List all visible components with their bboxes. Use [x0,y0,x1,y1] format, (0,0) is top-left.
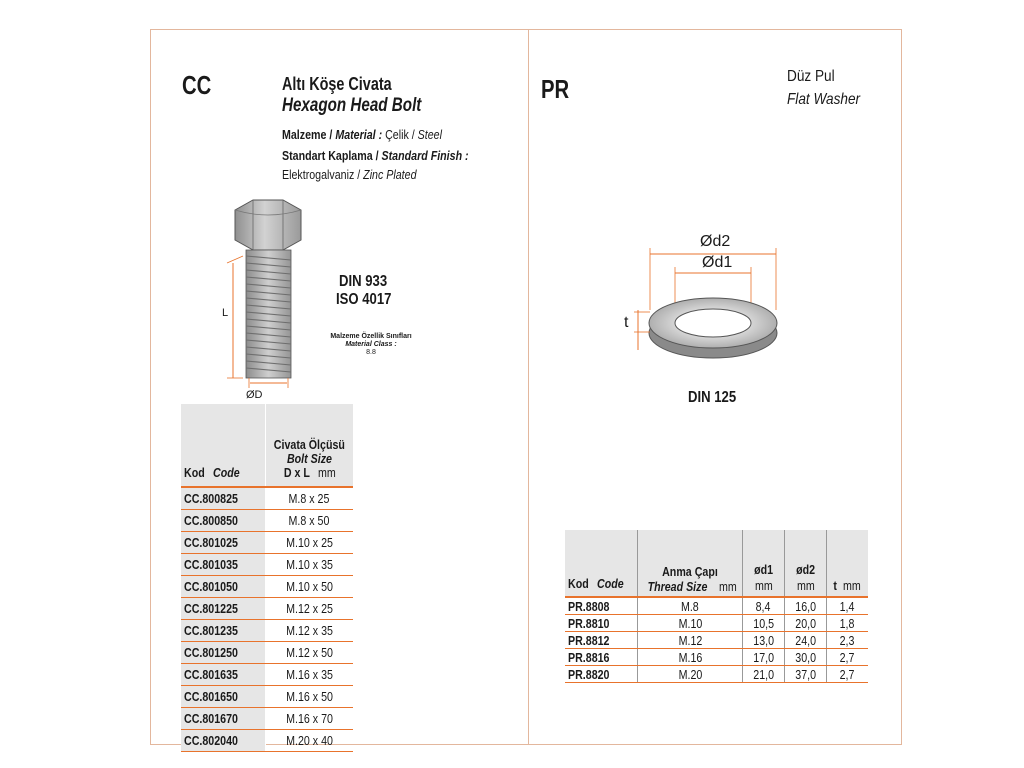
table-row [181,510,353,532]
cell-text: CC.801635 [184,667,238,682]
table-row [565,615,868,632]
washer-col-d1-unit: mm [754,578,773,593]
material-value-tr: Çelik / [382,127,418,142]
bolt-code-cell [181,730,266,752]
washer-col-t-unit: mm [842,578,861,593]
bolt-size-cell [266,620,353,642]
cell-text: M.10 x 50 [285,579,333,594]
bolt-size-cell [266,686,353,708]
material-class-label-tr: Malzeme Özellik Sınıfları [330,333,412,340]
cell-text: M.10 x 25 [285,535,333,550]
standard-din-125: DIN 125 [688,389,737,406]
bolt-col-code-tr: Kod [184,465,205,480]
finish-label-tr: Standart Kaplama / [282,148,382,163]
cell-text: M.20 [678,666,702,682]
cell-text: CC.801650 [184,689,238,704]
washer-t-cell [827,666,869,683]
cell-text: 13,0 [753,632,774,648]
bolt-col-code [181,404,266,487]
table-row [181,598,353,620]
page-divider [528,29,529,745]
washer-size-cell [638,597,743,615]
cell-text: 2,7 [840,666,855,682]
cell-text: M.20 x 40 [285,733,333,748]
washer-col-d2 [785,530,827,597]
bolt-code-cell [181,576,266,598]
table-row [181,620,353,642]
material-line [282,127,442,142]
finish-value-tr: Elektrogalvaniz / [282,167,364,182]
cell-text: 24,0 [795,632,816,648]
washer-col-code [565,530,638,597]
material-value-en: Steel [417,127,442,142]
dimension-D-label: ØD [246,389,263,401]
cell-text: 16,0 [795,598,816,614]
cell-text: CC.801050 [184,579,238,594]
bolt-size-table [181,404,353,752]
bolt-col-code-en: Code [212,465,240,480]
bolt-size-cell [266,598,353,620]
table-row [181,642,353,664]
cell-text: 17,0 [753,649,774,665]
cell-text: PR.8816 [568,649,610,665]
cell-text: M.16 [678,649,702,665]
finish-label-en: Standard Finish : [381,148,469,163]
cell-text: 30,0 [795,649,816,665]
dimension-d1-label: Ød1 [702,254,733,271]
washer-d1-cell [743,632,785,649]
material-class-value: 8.8 [366,349,376,356]
washer-code-cell [565,666,638,683]
cell-text: 1,8 [840,615,855,631]
cell-text: PR.8810 [568,615,610,631]
washer-d2-cell [785,615,827,632]
cell-text: M.8 x 25 [288,491,330,506]
dimension-L-label: L [222,307,229,319]
bolt-col-size-en: Bolt Size [286,451,332,466]
bolt-size-cell [266,730,353,752]
table-row [181,686,353,708]
washer-t-cell [827,615,869,632]
washer-table-header [565,530,868,597]
washer-d2-cell [785,597,827,615]
washer-col-size-en: Thread Size [647,579,708,594]
cell-text: M.12 x 25 [285,601,333,616]
washer-t-cell [827,632,869,649]
finish-value-en: Zinc Plated [363,167,417,182]
table-row [181,532,353,554]
table-row [181,487,353,510]
hex-bolt-illustration [205,198,315,408]
bolt-size-cell [266,487,353,510]
washer-size-cell [638,632,743,649]
bolt-code-cell [181,664,266,686]
washer-col-size-unit: mm [719,579,738,594]
left-title-tr: Altı Köşe Civata [282,74,392,94]
cell-text: 2,7 [840,649,855,665]
table-row [565,632,868,649]
bolt-code-cell [181,620,266,642]
cell-text: 10,5 [753,615,774,631]
bolt-size-cell [266,664,353,686]
washer-code-cell [565,632,638,649]
dimension-d2-label: Ød2 [700,233,731,250]
bolt-code-cell [181,686,266,708]
table-row [181,576,353,598]
washer-d1-cell [743,615,785,632]
bolt-col-size-tr: Civata Ölçüsü [273,437,345,452]
washer-d2-cell [785,666,827,683]
bolt-code-cell [181,598,266,620]
washer-col-size [638,530,743,597]
bolt-size-cell [266,576,353,598]
bolt-code-cell [181,554,266,576]
washer-d1-cell [743,597,785,615]
material-class-label-en: Material Class : [345,341,397,348]
material-label-tr: Malzeme / [282,127,336,142]
bolt-table-header [181,404,353,487]
cell-text: 21,0 [753,666,774,682]
cell-text: CC.801235 [184,623,238,638]
washer-col-code-en: Code [596,576,624,591]
cell-text: PR.8812 [568,632,610,648]
cell-text: M.16 x 70 [285,711,333,726]
washer-col-code-tr: Kod [568,576,589,591]
cell-text: M.12 x 50 [285,645,333,660]
washer-size-cell [638,666,743,683]
cell-text: M.10 x 35 [285,557,333,572]
cell-text: PR.8820 [568,666,610,682]
bolt-code-cell [181,487,266,510]
washer-d1-cell [743,649,785,666]
material-class-block [326,333,416,357]
table-row [181,554,353,576]
bolt-size-cell [266,642,353,664]
table-row [565,597,868,615]
washer-d1-cell [743,666,785,683]
cell-text: CC.800825 [184,491,238,506]
washer-d2-cell [785,632,827,649]
table-row [565,666,868,683]
washer-code-cell [565,615,638,632]
cell-text: PR.8808 [568,598,610,614]
dimension-t-label: t [624,314,629,331]
washer-size-table [565,530,868,683]
bolt-code-cell [181,642,266,664]
cell-text: CC.802040 [184,733,238,748]
left-product-code: CC [182,70,212,100]
cell-text: 1,4 [840,598,855,614]
cell-text: CC.800850 [184,513,238,528]
bolt-size-cell [266,532,353,554]
cell-text: M.12 [678,632,702,648]
bolt-col-size-dim: D x L [283,465,310,480]
cell-text: M.8 x 50 [288,513,330,528]
cell-text: CC.801670 [184,711,238,726]
bolt-size-cell [266,510,353,532]
standard-din-933: DIN 933 [339,273,388,290]
right-title-tr: Düz Pul [787,68,835,85]
cell-text: M.16 x 50 [285,689,333,704]
material-label-en: Material : [335,127,383,142]
washer-size-cell [638,649,743,666]
cell-text: CC.801025 [184,535,238,550]
cell-text: M.10 [678,615,702,631]
washer-col-d1 [743,530,785,597]
bolt-code-cell [181,708,266,730]
cell-text: M.16 x 35 [285,667,333,682]
bolt-col-size-unit: mm [318,465,336,480]
right-product-code: PR [541,74,570,104]
washer-t-cell [827,649,869,666]
table-row [565,649,868,666]
cell-text: M.12 x 35 [285,623,333,638]
cell-text: 37,0 [795,666,816,682]
bolt-code-cell [181,510,266,532]
table-row [181,730,353,752]
table-row [181,708,353,730]
bolt-size-cell [266,554,353,576]
cell-text: CC.801225 [184,601,238,616]
cell-text: CC.801035 [184,557,238,572]
washer-col-d2-label: ød2 [796,562,815,577]
cell-text: 20,0 [795,615,816,631]
washer-code-cell [565,597,638,615]
cell-text: 8,4 [756,598,771,614]
washer-col-t [827,530,869,597]
washer-code-cell [565,649,638,666]
washer-d2-cell [785,649,827,666]
washer-col-d2-unit: mm [796,578,815,593]
cell-text: 2,3 [840,632,855,648]
washer-t-cell [827,597,869,615]
standard-iso-4017: ISO 4017 [336,291,392,308]
washer-col-size-tr: Anma Çapı [662,564,718,579]
left-title-en: Hexagon Head Bolt [282,95,422,116]
washer-col-d1-label: ød1 [754,562,773,577]
washer-size-cell [638,615,743,632]
bolt-col-size [266,404,353,487]
finish-value-line [282,167,417,182]
right-title-en: Flat Washer [787,91,861,108]
washer-col-t-label: t [833,578,837,593]
finish-line [282,148,469,163]
cell-text: M.8 [681,598,699,614]
cell-text: CC.801250 [184,645,238,660]
bolt-code-cell [181,532,266,554]
table-row [181,664,353,686]
bolt-size-cell [266,708,353,730]
